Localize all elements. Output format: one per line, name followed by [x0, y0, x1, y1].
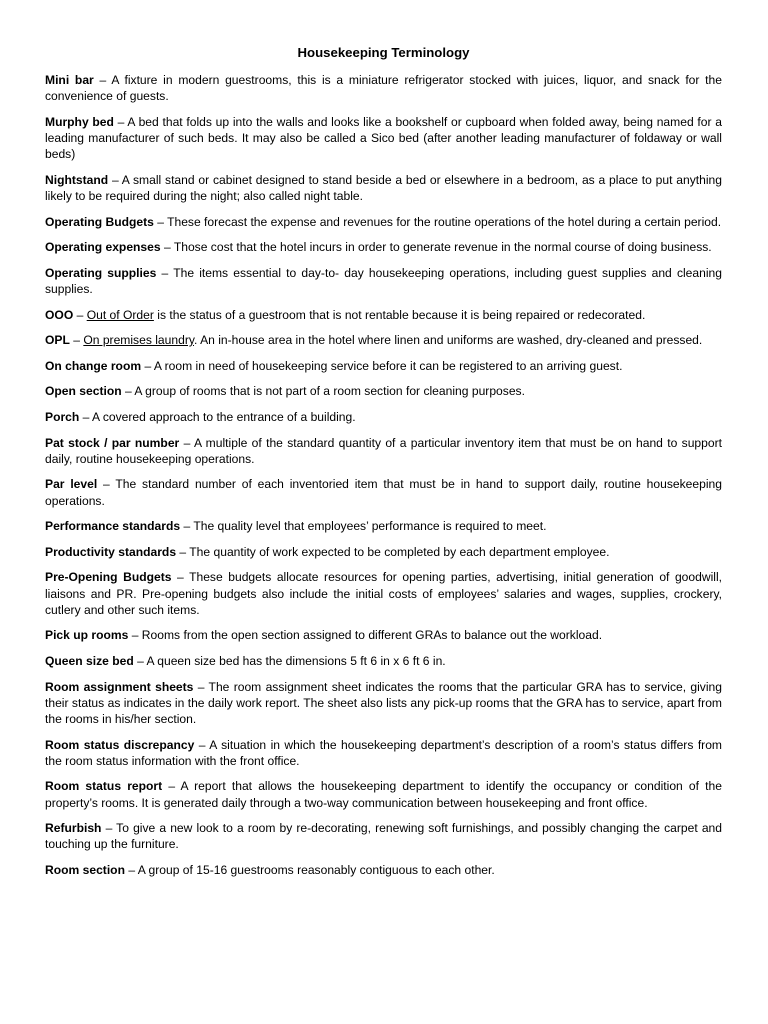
glossary-term: Pre-Opening Budgets [45, 570, 172, 585]
glossary-entry [45, 214, 722, 230]
glossary-entry [45, 820, 722, 852]
glossary-separator: – [73, 307, 87, 322]
glossary-definition: – A group of rooms that is not part of a room section for cleaning purposes. [121, 384, 525, 399]
glossary-entry [45, 114, 722, 163]
glossary-entry [45, 476, 722, 508]
glossary-definition: – A fixture in modern guestrooms, this is a miniature refrigerator stocked with juices, liquor, and snack for the convenience of guests. [45, 73, 722, 104]
glossary-definition: – A room in need of housekeeping service before it can be registered to an arriving guest. [141, 358, 623, 373]
glossary-entry [45, 862, 722, 878]
glossary-term: Pick up rooms [45, 628, 129, 643]
glossary-definition: – The quality level that employees’ performance is required to meet. [180, 519, 547, 534]
glossary-term: OOO [45, 307, 74, 322]
glossary-entry [45, 518, 722, 534]
glossary-entry [45, 265, 722, 297]
glossary-definition: – A group of 15-16 guestrooms reasonably contiguous to each other. [124, 862, 495, 877]
glossary-definition: – These forecast the expense and revenues for the routine operations of the hotel during a certain period. [153, 214, 722, 229]
glossary-definition: – A report that allows the housekeeping department to identify the occupancy or condition of the property’s rooms. It is generated daily through a two-way communication between housekeeping and front office. [45, 779, 722, 810]
glossary-entry [45, 544, 722, 560]
glossary-list [45, 72, 722, 878]
glossary-entry [45, 627, 722, 643]
glossary-term: Room section [45, 862, 125, 877]
glossary-term: Operating supplies [45, 265, 157, 280]
glossary-entry [45, 307, 722, 323]
glossary-definition: – Those cost that the hotel incurs in order to generate revenue in the normal course of doing business. [160, 240, 712, 255]
glossary-term: Room assignment sheets [45, 679, 194, 694]
glossary-term: Queen size bed [45, 653, 134, 668]
glossary-definition: – Rooms from the open section assigned to different GRAs to balance out the workload. [128, 628, 603, 643]
glossary-definition: – The room assignment sheet indicates the rooms that the particular GRA has to service, giving their status as indicates in the daily work report. The sheet also lists any pick-up rooms that the GRA has to service, apart from the rooms in his/her section. [45, 679, 722, 726]
glossary-term: Pat stock / par number [45, 435, 180, 450]
glossary-entry [45, 332, 722, 348]
glossary-term: Mini bar [45, 73, 94, 87]
glossary-entry [45, 358, 722, 374]
glossary-term: Operating Budgets [45, 214, 154, 229]
glossary-definition: – The quantity of work expected to be completed by each department employee. [176, 544, 610, 559]
glossary-definition: – The items essential to day-to- day housekeeping operations, including guest supplies and cleaning supplies. [45, 265, 723, 296]
page-title: Housekeeping Terminology [297, 45, 470, 60]
glossary-definition: – A bed that folds up into the walls and looks like a bookshelf or cupboard when folded away, being named for a leading manufacturer of such beds. It may also be called a Sico bed (after another leading manufacturer of foldaway or wall beds) [45, 114, 722, 162]
glossary-abbreviation-expansion: On premises laundry [83, 333, 195, 348]
glossary-definition: – To give a new look to a room by re-decorating, renewing soft furnishings, and possibly changing the carpet and touching up the furniture. [45, 821, 722, 852]
glossary-definition: – The standard number of each inventoried item that must be in hand to support daily, routine housekeeping operations. [45, 477, 722, 508]
glossary-term: Performance standards [45, 519, 181, 534]
glossary-term: Porch [45, 409, 80, 424]
glossary-entry [45, 383, 722, 399]
glossary-term: Room status discrepancy [45, 737, 195, 752]
glossary-entry [45, 653, 722, 669]
glossary-entry [45, 737, 722, 769]
glossary-term: Refurbish [45, 821, 102, 836]
glossary-term: On change room [45, 358, 142, 373]
glossary-definition: – A covered approach to the entrance of a building. [79, 409, 356, 424]
glossary-definition: – These budgets allocate resources for opening parties, advertising, initial generation of goodwill, liaisons and PR. Pre-opening budgets also include the initial costs of employees’ salaries and wages, supplies, crockery, cutlery and other such items. [45, 570, 723, 617]
glossary-term: Operating expenses [45, 240, 161, 255]
glossary-entry [45, 569, 722, 618]
glossary-term: OPL [45, 333, 70, 348]
glossary-entry [45, 435, 722, 467]
glossary-term: Nightstand [45, 172, 109, 187]
glossary-separator: – [69, 333, 84, 348]
glossary-abbreviation-expansion: Out of Order [86, 307, 154, 322]
glossary-entry [45, 409, 722, 425]
glossary-definition: – A multiple of the standard quantity of a particular inventory item that must be on hand to support daily, routine housekeeping operations. [45, 435, 722, 466]
glossary-definition: . An in-house area in the hotel where linen and uniforms are washed, dry-cleaned and pressed. [194, 333, 703, 348]
glossary-term: Murphy bed [45, 114, 114, 129]
glossary-entry [45, 72, 722, 104]
glossary-entry [45, 239, 722, 255]
glossary-definition: is the status of a guestroom that is not rentable because it is being repaired or redecorated. [153, 307, 646, 322]
glossary-entry [45, 778, 722, 810]
glossary-term: Par level [45, 477, 98, 492]
glossary-term: Productivity standards [45, 544, 177, 559]
glossary-definition: – A queen size bed has the dimensions 5 ft 6 in x 6 ft 6 in. [133, 653, 446, 668]
glossary-entry [45, 172, 722, 204]
glossary-definition: – A situation in which the housekeeping department’s description of a room’s status differs from the room status information with the front office. [45, 737, 723, 768]
glossary-term: Room status report [45, 779, 163, 794]
glossary-entry [45, 679, 722, 728]
glossary-definition: – A small stand or cabinet designed to stand beside a bed or elsewhere in a bedroom, as a place to put anything likely to be required during the night; also called night table. [45, 172, 722, 203]
glossary-term: Open section [45, 384, 122, 399]
